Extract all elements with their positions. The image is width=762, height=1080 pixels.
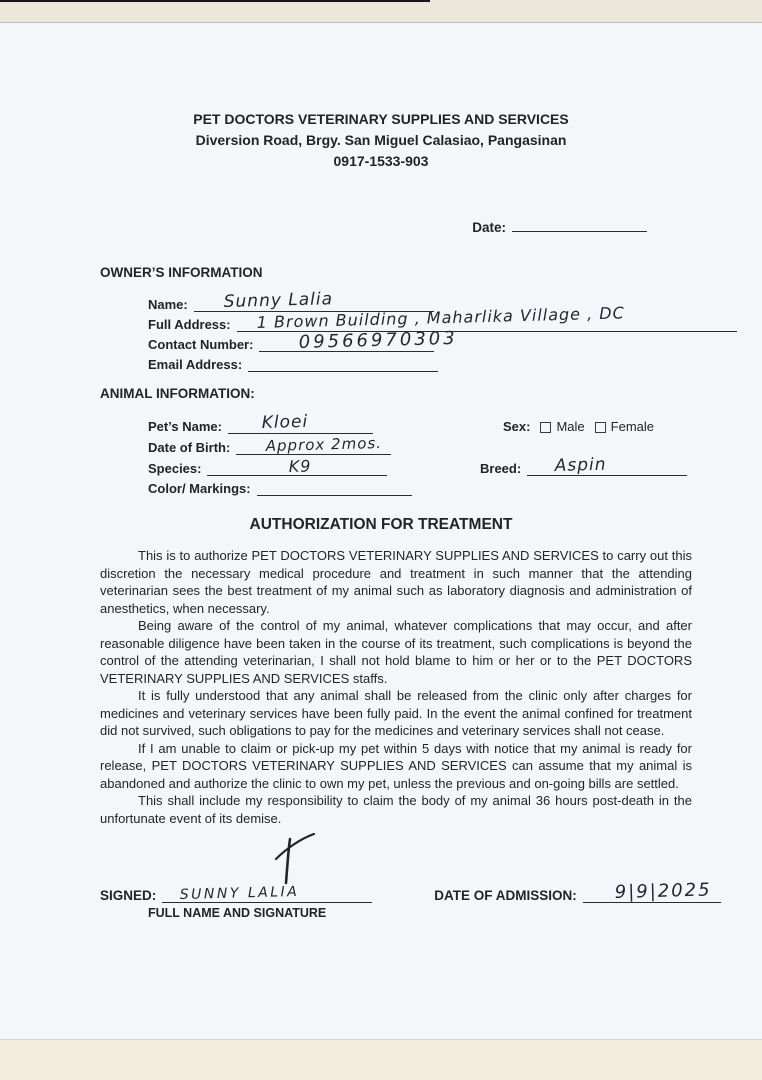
breed-value: Aspin bbox=[554, 454, 607, 476]
owner-email-line bbox=[248, 356, 438, 372]
form-paper bbox=[0, 22, 762, 1040]
breed-group bbox=[480, 454, 687, 476]
clinic-phone: 0917-1533-903 bbox=[333, 153, 429, 169]
color-markings-row bbox=[148, 476, 762, 496]
authorization-paragraphs bbox=[100, 547, 692, 827]
admission-value: 9|9|2025 bbox=[614, 879, 712, 903]
pet-name-label: Pet’s Name: bbox=[148, 419, 222, 434]
signed-value: SUNNY LALIA bbox=[179, 883, 300, 903]
color-markings-label: Color/ Markings: bbox=[148, 481, 251, 496]
signed-label: SIGNED: bbox=[100, 888, 157, 903]
species-row bbox=[148, 455, 762, 476]
admission-line bbox=[583, 879, 721, 903]
female-checkbox bbox=[595, 422, 606, 433]
scanner-edge-line bbox=[0, 0, 430, 2]
signature-stroke-icon bbox=[262, 833, 322, 885]
authorization-paragraph: This shall include my responsibility to claim the body of my animal 36 hours post-death in the unfortunate event of its demise. bbox=[100, 793, 692, 826]
sex-option-male: Male bbox=[556, 419, 585, 434]
dob-line bbox=[236, 433, 391, 455]
clinic-name: PET DOCTORS VETERINARY SUPPLIES AND SERVICES bbox=[193, 111, 569, 127]
date-line bbox=[512, 216, 647, 232]
authorization-paragraph: If I am unable to claim or pick-up my pet within 5 days with notice that my animal is ready for release, PET DOCTORS VETERINARY SUPPLIES AND SERVICES can assume that my animal is abandoned and authorize the clinic to own my pet, unless the previous and on-going bills are settled. bbox=[100, 740, 692, 791]
signature-row bbox=[100, 879, 762, 903]
breed-line bbox=[527, 454, 687, 476]
species-label: Species: bbox=[148, 461, 202, 476]
owner-address-line bbox=[237, 303, 737, 332]
dob-value: Approx 2mos. bbox=[265, 433, 383, 455]
owner-contact-label: Contact Number: bbox=[148, 337, 254, 352]
date-label: Date: bbox=[472, 220, 506, 235]
clinic-address: Diversion Road, Brgy. San Miguel Calasiao, Pangasinan bbox=[195, 132, 567, 148]
pet-name-value: Kloei bbox=[261, 411, 309, 433]
owner-fields bbox=[148, 289, 762, 372]
breed-label: Breed: bbox=[480, 461, 522, 476]
species-line bbox=[207, 456, 387, 476]
dob-row bbox=[148, 434, 762, 455]
owner-name-label: Name: bbox=[148, 297, 188, 312]
authorization-paragraph: This is to authorize PET DOCTORS VETERINARY SUPPLIES AND SERVICES to carry out this discretion the necessary medical procedure and treatment in such manner that the attending veterinarian sees the best treatment of my animal such as laboratory diagnosis and administration of anesthetics, when necessary. bbox=[100, 548, 692, 616]
authorization-paragraph: It is fully understood that any animal shall be released from the clinic only after charges for medicines and veterinary services have been fully paid. In the event the animal confined for treatment did not survived, such obligations to pay for the medicines and veterinary services shall not cease. bbox=[100, 688, 692, 738]
signed-line bbox=[162, 883, 372, 903]
pet-name-row bbox=[148, 413, 762, 434]
dob-label: Date of Birth: bbox=[148, 440, 231, 455]
sex-label: Sex: bbox=[503, 419, 531, 434]
owner-address-value: 1 Brown Building , Maharlika Village , DC bbox=[256, 303, 625, 332]
owner-contact-row bbox=[148, 327, 762, 353]
admission-label: DATE OF ADMISSION: bbox=[434, 888, 577, 903]
sex-option-female: Female bbox=[610, 419, 655, 434]
clinic-header bbox=[0, 109, 762, 172]
owner-email-row bbox=[148, 352, 762, 372]
owner-contact-line bbox=[259, 327, 459, 353]
authorization-title: AUTHORIZATION FOR TREATMENT bbox=[249, 516, 513, 533]
animal-section-title: ANIMAL INFORMATION: bbox=[100, 386, 255, 401]
date-row bbox=[0, 216, 647, 235]
owner-contact-value: 09566970303 bbox=[298, 327, 459, 353]
species-value: K9 bbox=[288, 456, 313, 476]
signed-caption: FULL NAME AND SIGNATURE bbox=[148, 906, 327, 920]
scanner-bottom-strip bbox=[0, 1040, 762, 1080]
signature-mark bbox=[262, 833, 762, 885]
owner-email-label: Email Address: bbox=[148, 357, 243, 372]
animal-fields bbox=[148, 413, 762, 496]
male-checkbox bbox=[540, 422, 551, 433]
owner-address-label: Full Address: bbox=[148, 317, 231, 332]
owner-section-title: OWNER’S INFORMATION bbox=[100, 265, 263, 280]
color-markings-line bbox=[257, 480, 412, 496]
pet-name-line bbox=[228, 411, 373, 434]
authorization-paragraph: Being aware of the control of my animal, whatever complications that may occur, and after reasonable diligence have been taken in the course of its treatment, such complications is beyond the control of the attending veterinarian, I shall not hold blame to him or her or to the PET DOCTORS VETERINARY SUPPLIES AND SERVICES staffs. bbox=[100, 618, 692, 686]
owner-name-value: Sunny Lalia bbox=[223, 289, 334, 312]
sex-group bbox=[503, 419, 654, 434]
admission-group bbox=[434, 879, 721, 903]
